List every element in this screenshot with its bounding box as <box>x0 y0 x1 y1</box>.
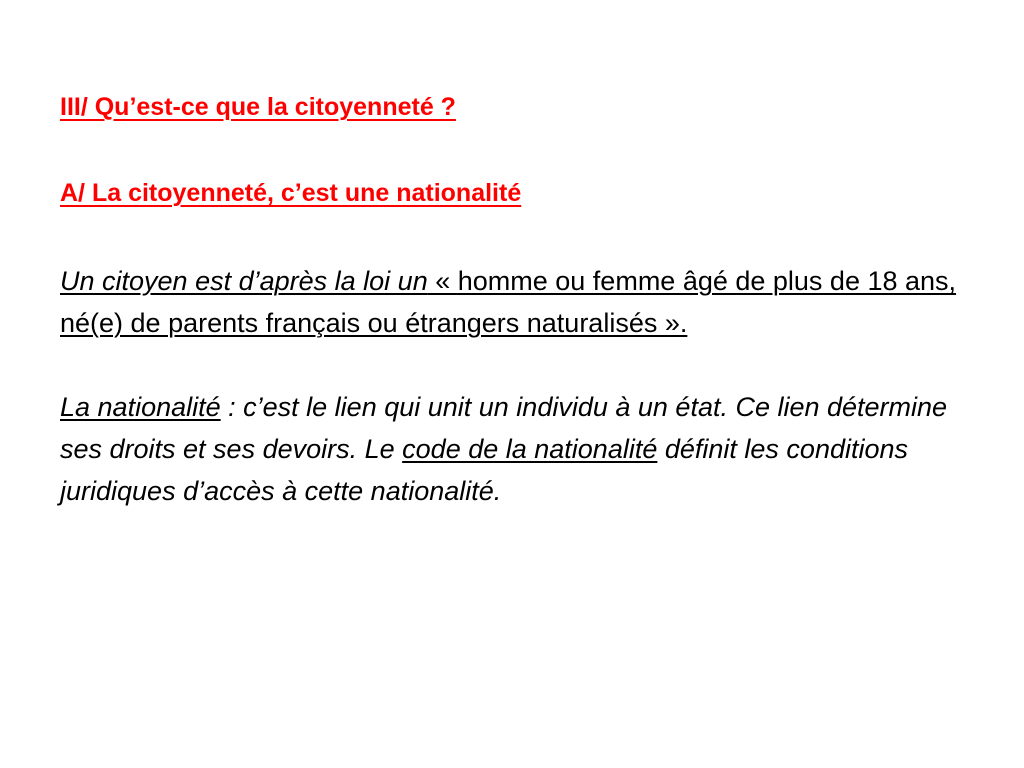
section-heading: III/ Qu’est-ce que la citoyenneté ? <box>60 93 456 121</box>
nationality-code-text: définit les conditions juridiques d’accès à cette nationalité. <box>60 434 909 506</box>
nationality-definition-paragraph <box>60 386 980 512</box>
nationality-term: La nationalité <box>60 392 221 422</box>
citizen-definition-paragraph <box>60 260 980 344</box>
citizen-definition-intro: Un citoyen est d’après la loi un <box>60 266 428 296</box>
citizen-definition-quote: « homme ou femme âgé de plus de 18 ans, né(e) de parents français ou étrangers naturalisés ». <box>60 266 957 338</box>
nationality-definition-text: : c’est le lien qui unit un individu à un état. Ce lien détermine ses droits et ses devoirs. Le <box>60 392 948 464</box>
nationality-code-term: code de la nationalité <box>402 434 658 464</box>
slide-content <box>60 88 980 512</box>
subsection-heading: A/ La citoyenneté, c’est une nationalité <box>60 179 522 207</box>
